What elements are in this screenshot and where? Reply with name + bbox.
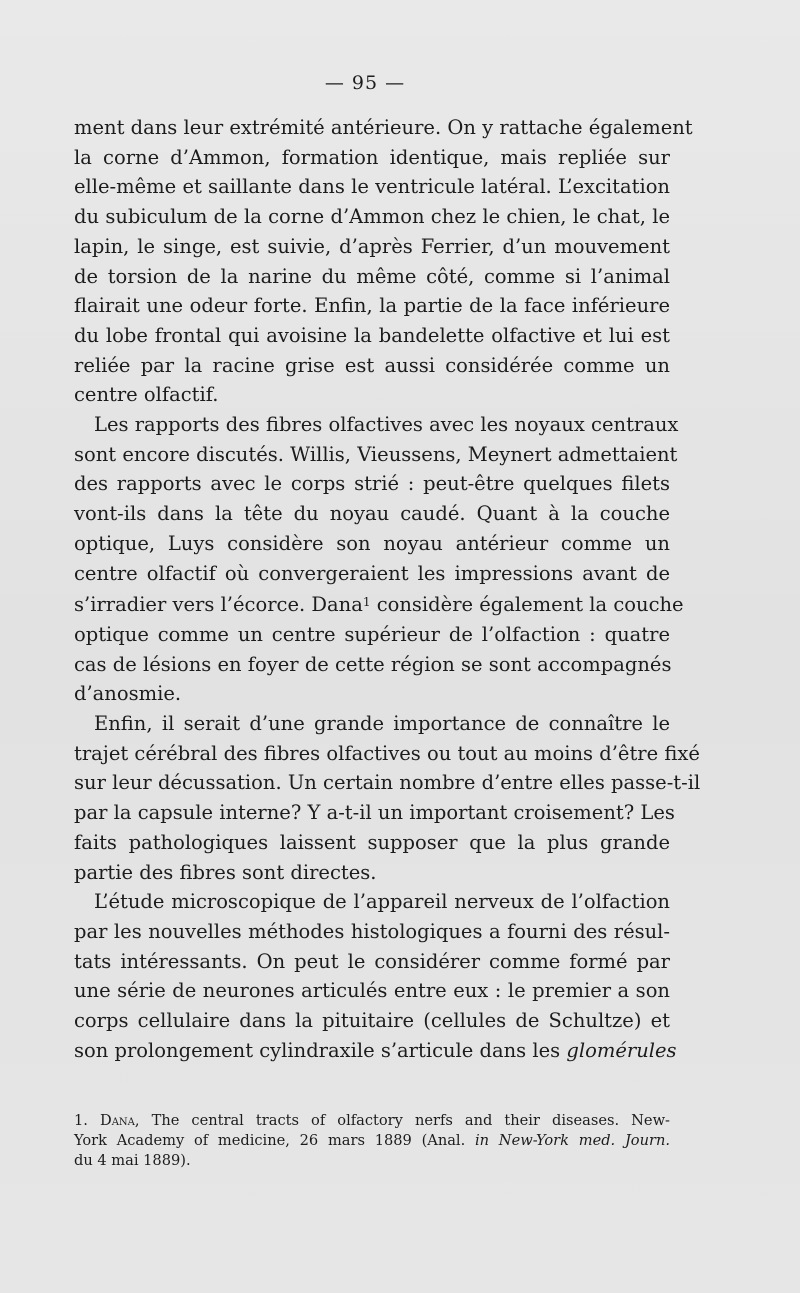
text-line: du lobe frontal qui avoisine la bandelette olfactive et lui est <box>74 323 670 347</box>
text-fragment: York Academy of medicine, 26 mars 1889 (Anal. <box>74 1132 466 1149</box>
text-line-with-footnote <box>74 588 684 620</box>
text-line: d’anosmie. <box>74 682 182 706</box>
footnote-line: du 4 mai 1889). <box>74 1152 191 1169</box>
text-line: par les nouvelles méthodes histologiques a fourni des résul- <box>74 919 670 943</box>
text-line: centre olfactif. <box>74 383 219 407</box>
text-line: de torsion de la narine du même côté, comme si l’animal <box>74 264 670 288</box>
text-line-with-italic <box>74 1036 677 1066</box>
text-line: reliée par la racine grise est aussi considérée comme un <box>74 353 670 377</box>
text-line: corps cellulaire dans la pituitaire (cellules de Schultze) et <box>74 1009 670 1033</box>
text-line: par la capsule interne? Y a-t-il un important croisement? Les <box>74 801 675 825</box>
author-name: Dana <box>311 593 363 617</box>
text-line: elle-même et saillante dans le ventricule latéral. L’excitation <box>74 175 670 199</box>
text-line: sont encore discutés. Willis, Vieussens, Meynert admettaient <box>74 442 678 466</box>
journal-title: in New-York med. Journ. <box>474 1132 670 1149</box>
footnote-marker: 1. <box>74 1112 88 1129</box>
text-line: partie des fibres sont directes. <box>74 860 377 884</box>
text-fragment: son prolongement cylindraxile s’articule dans les <box>74 1038 561 1062</box>
italic-term: glomérules <box>566 1038 677 1062</box>
text-line: lapin, le singe, est suivie, d’après Ferrier, d’un mouvement <box>74 234 670 258</box>
text-line: trajet cérébral des fibres olfactives ou tout au moins d’être fixé <box>74 741 700 765</box>
text-line: des rapports avec le corps strié : peut-être quelques filets <box>74 472 670 496</box>
footnote-line <box>74 1111 670 1131</box>
text-line: optique, Luys considère son noyau antérieur comme un <box>74 531 670 555</box>
text-fragment: , The central tracts of olfactory nerfs and their diseases. New- <box>134 1112 670 1129</box>
paragraph-1 <box>74 113 693 410</box>
text-line: cas de lésions en foyer de cette région se sont accompagnés <box>74 652 672 676</box>
paragraph-4 <box>74 887 677 1065</box>
text-line: une série de neurones articulés entre eux : le premier a son <box>74 979 670 1003</box>
text-fragment: s’irradier vers l’écorce. <box>74 593 306 617</box>
text-line: du subiculum de la corne d’Ammon chez le chien, le chat, le <box>74 205 670 229</box>
body-text <box>74 113 701 1066</box>
text-line: centre olfactif où convergeraient les impressions avant de <box>74 561 670 585</box>
paragraph-3 <box>74 709 701 887</box>
footnote <box>74 1111 670 1171</box>
text-line: Les rapports des fibres olfactives avec les noyaux centraux <box>94 413 679 437</box>
footnote-author: Dana <box>100 1112 135 1129</box>
footnote-reference[interactable]: 1 <box>362 595 371 610</box>
text-line: faits pathologiques laissent supposer que la plus grande <box>74 830 670 854</box>
text-line: optique comme un centre supérieur de l’olfaction : quatre <box>74 622 670 646</box>
text-line: Enfin, il serait d’une grande importance de connaître le <box>94 712 670 736</box>
text-line: sur leur décussation. Un certain nombre d’entre elles passe-t-il <box>74 771 701 795</box>
footnote-line <box>74 1131 670 1151</box>
text-line: L’étude microscopique de l’appareil nerveux de l’olfaction <box>94 890 670 914</box>
page-number: — 95 — <box>324 72 406 94</box>
text-line: flairait une odeur forte. Enfin, la partie de la face inférieure <box>74 294 670 318</box>
text-line: vont-ils dans la tête du noyau caudé. Quant à la couche <box>74 502 670 526</box>
text-fragment: considère également la couche <box>376 593 684 617</box>
text-line: la corne d’Ammon, formation identique, mais repliée sur <box>74 145 670 169</box>
paragraph-2 <box>74 410 684 709</box>
text-line: tats intéressants. On peut le considérer comme formé par <box>74 949 670 973</box>
text-line: ment dans leur extrémité antérieure. On y rattache également <box>74 116 693 139</box>
